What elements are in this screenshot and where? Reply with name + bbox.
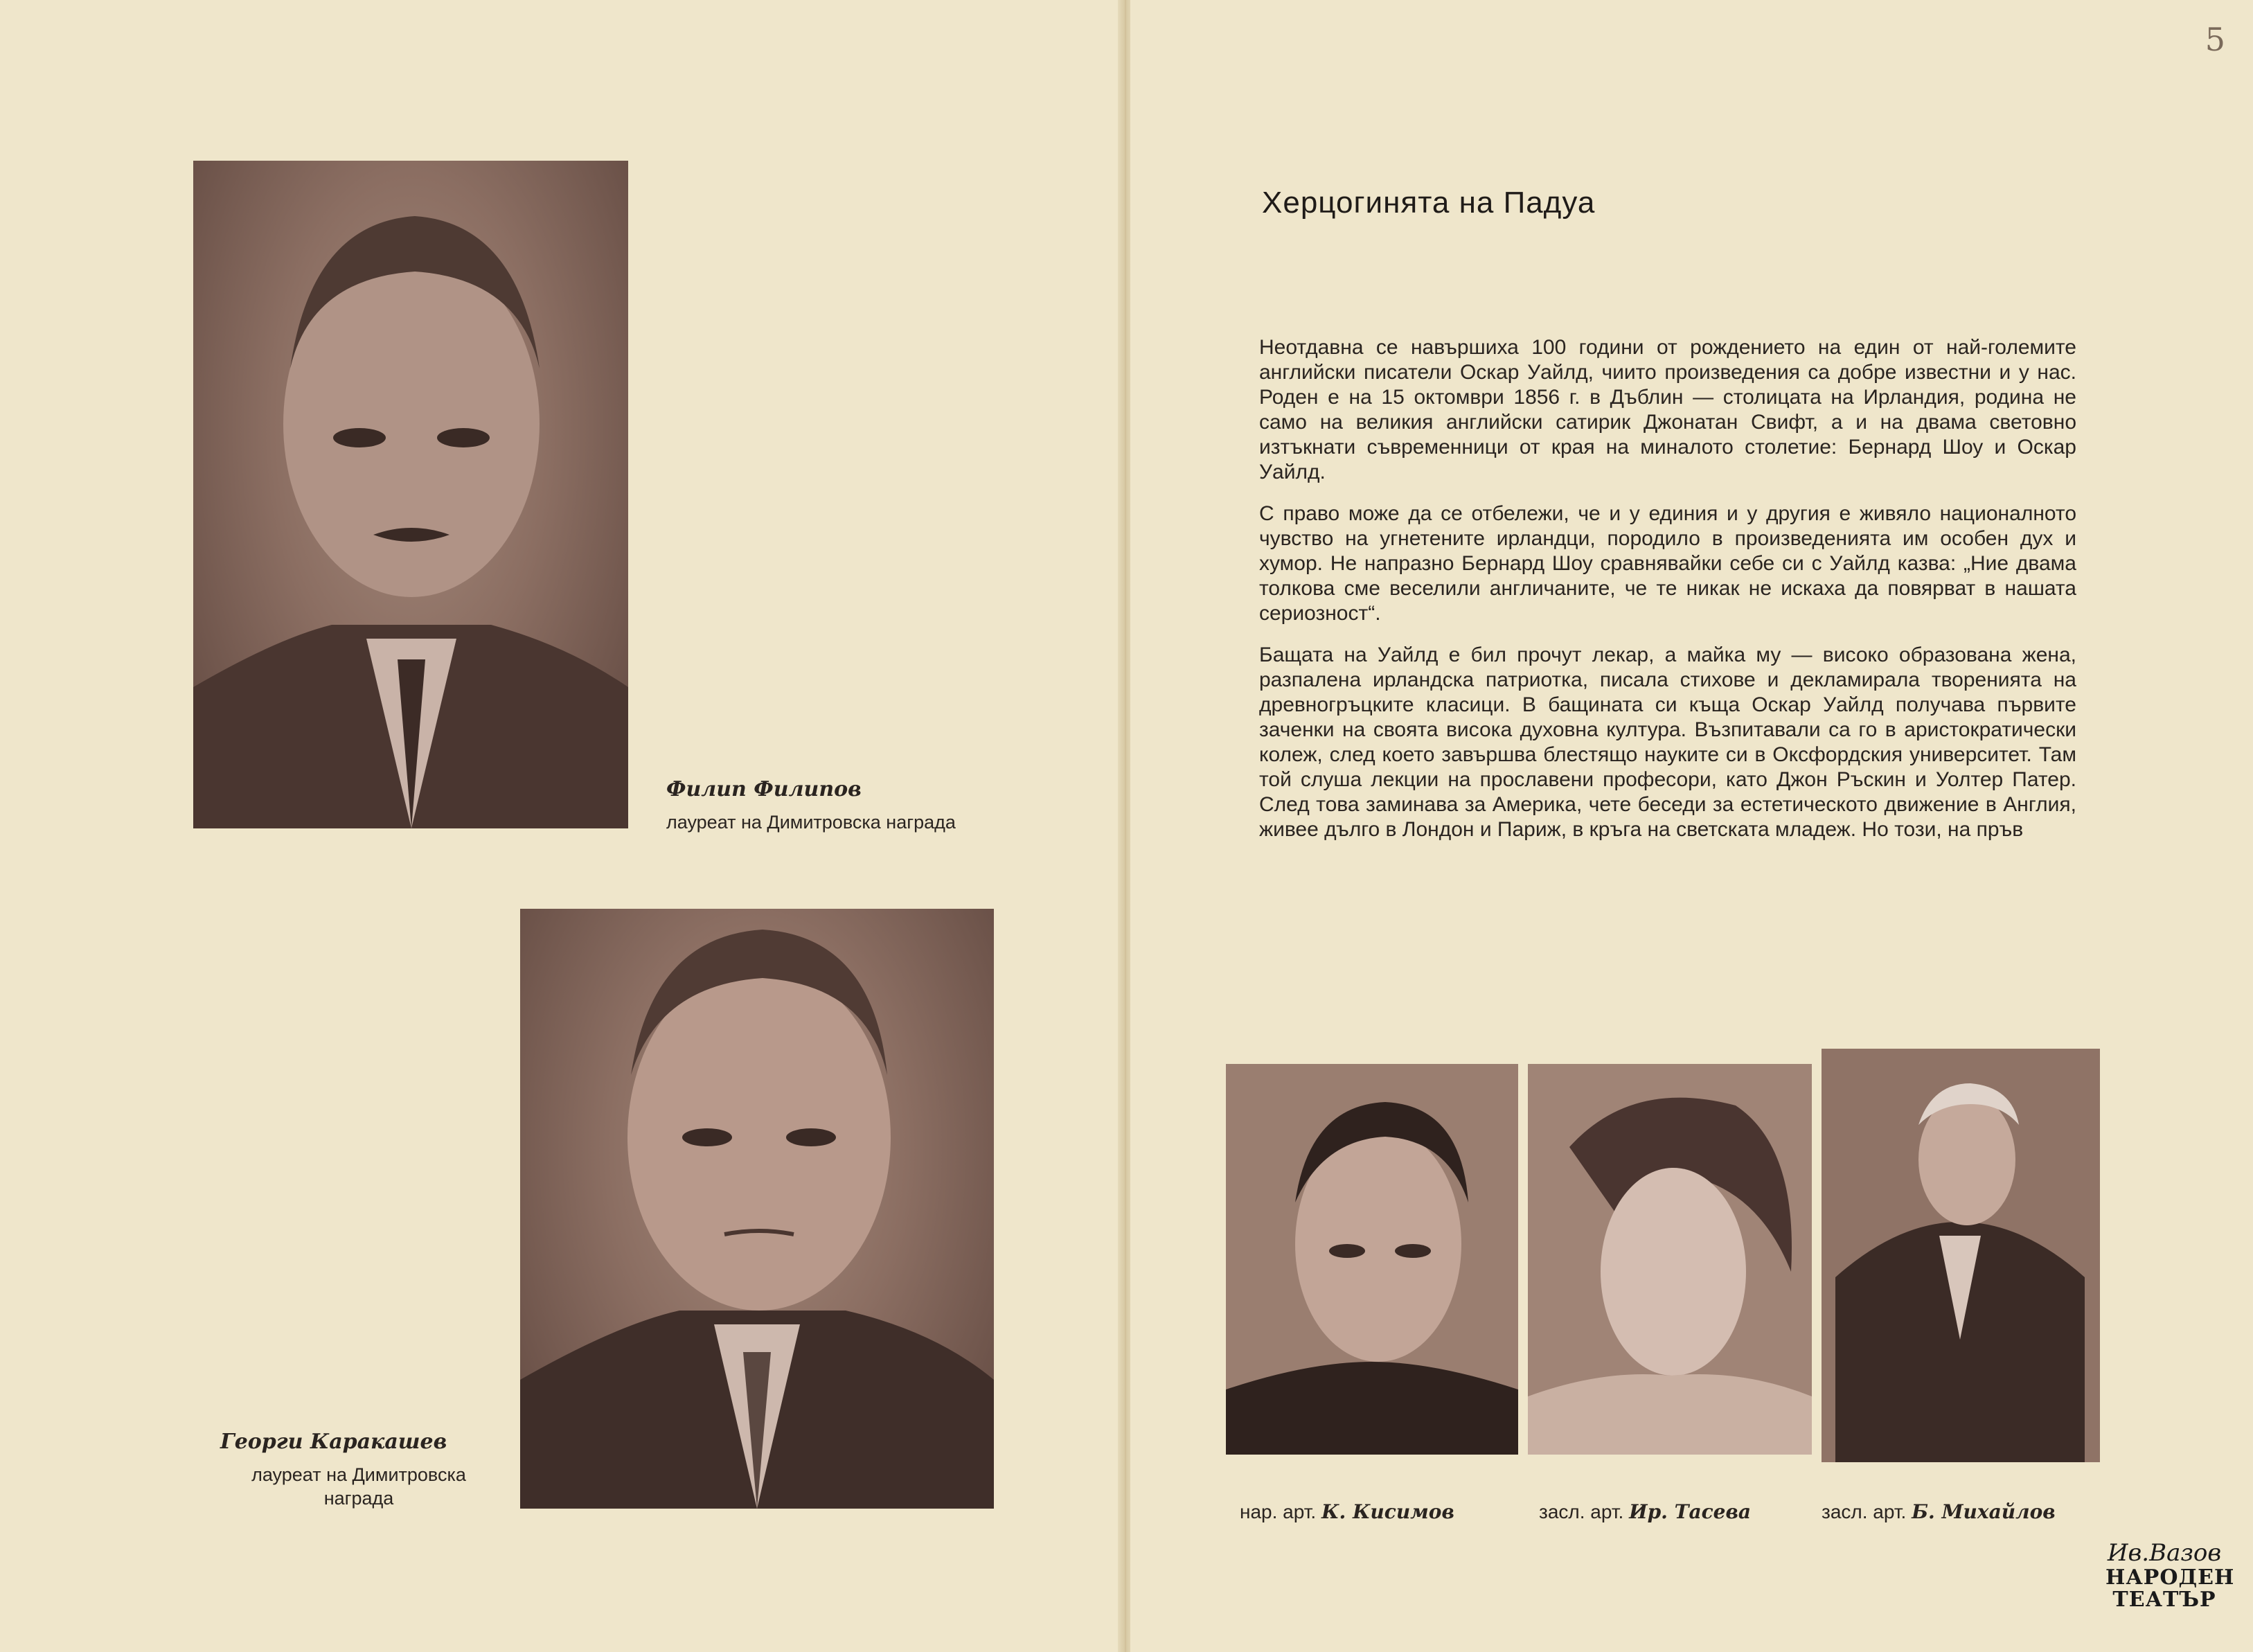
actor-caption-kisimov: [1240, 1500, 1454, 1523]
portrait-photo-karakashev: [520, 909, 994, 1509]
portrait-title-karakashev: [220, 1463, 497, 1510]
portrait-title-karakashev-line1: лауреат на Димитровска: [251, 1464, 466, 1485]
portrait-name-filipov: Филип Филипов: [666, 777, 862, 801]
actor-caption-kisimov-prefix: нар. арт.: [1240, 1501, 1317, 1522]
national-theatre-logo: [2105, 1539, 2235, 1643]
actor-caption-taseva: [1539, 1500, 1751, 1523]
article-paragraph-1: Неотдавна се навършиха 100 години от рождението на един от най-големите английски писатели Оскар Уайлд, чиито произведения са добре известни и у нас. Роден е на 15 октомври 1856 г. в Дъблин — столицата на Ирландия, родина не само на великия английски сатирик Джонатан Свифт, а и на двама световно изтъкнати съвременници от края на миналото столетие: Бернард Шоу и Оскар Уайлд.: [1259, 336, 2076, 483]
portrait-photo-filipov: [193, 161, 628, 828]
actor-photo-taseva: [1528, 1064, 1812, 1455]
article-paragraph-3: Бащата на Уайлд е бил прочут лекар, а майка му — високо образована жена, разпалена ирландска патриотка, писала стихове и декламирала творенията на древногръцките класици. В бащината си къща Оскар Уайлд получава първите заченки на своята висока духовна култура. Възпитавали са го в аристократически колеж, след което завършва блестящо науките си в Оксфордския университет. Там той слуша лекции на прославени професори, като Джон Ръскин и Уолтер Патер. След това заминава за Америка, чете беседи за естетическото движение в Англия, живее дълго в Лондон и Париж, в кръга на светската младеж. Но този, на пръв: [1259, 643, 2076, 841]
article-paragraph-2: С право може да се отбележи, че и у единия и у другия е живяло националното чувство на угнетените ирландци, породило в произведенията им особен дух и хумор. Не напразно Бернард Шоу сравнявайки себе си с Уайлд казва: „Ние двама толкова сме веселили англичаните, че те никак не искаха да повярват в нашата сериозност“.: [1259, 502, 2076, 625]
actor-photo-kisimov: [1226, 1064, 1518, 1455]
actor-caption-mihaylov-name: Б. Михайлов: [1912, 1500, 2056, 1523]
logo-signature: Ив.Вазов: [2107, 1539, 2222, 1567]
article-title: Херцогинята на Падуа: [1262, 186, 1596, 220]
actor-caption-taseva-prefix: засл. арт.: [1539, 1501, 1624, 1522]
left-page: [0, 0, 1122, 1652]
article-body: [1259, 335, 2076, 859]
actor-caption-mihaylov: [1822, 1500, 2056, 1523]
portrait-name-karakashev: Георги Каракашев: [220, 1430, 447, 1454]
actor-caption-mihaylov-prefix: засл. арт.: [1822, 1501, 1907, 1522]
actor-photo-mihaylov: [1822, 1049, 2100, 1462]
logo-word-2: ТЕАТЪР: [2112, 1588, 2216, 1612]
actor-caption-taseva-name: Ир. Тасева: [1629, 1500, 1752, 1523]
actor-caption-kisimov-name: К. Кисимов: [1321, 1500, 1454, 1523]
portrait-title-karakashev-line2: награда: [323, 1488, 394, 1509]
portrait-title-filipov: лауреат на Димитровска награда: [666, 812, 956, 833]
page-number: 5: [2205, 21, 2225, 58]
logo-word-1: НАРОДЕН: [2105, 1565, 2235, 1590]
